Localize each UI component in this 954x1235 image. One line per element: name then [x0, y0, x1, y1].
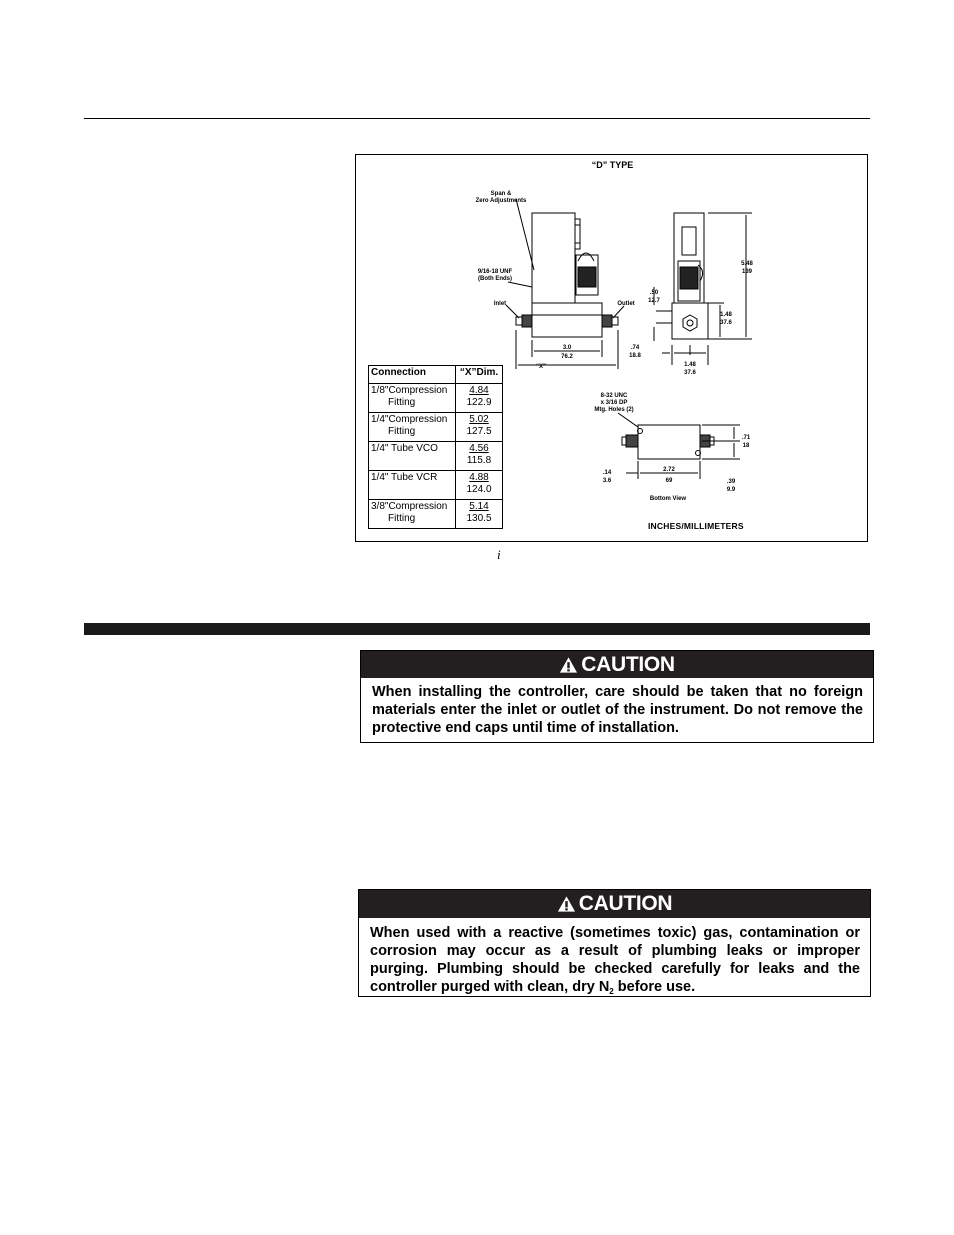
xdim-inches: 5.02 [469, 414, 489, 425]
front-body [532, 303, 602, 337]
connection-name-2: Fitting [388, 513, 416, 524]
caution-text-main: When used with a reactive (sometimes toxic) gas, contamination or corrosion may occur as a result of plumbing leaks or improper purging. Plumbing should be checked carefully for leaks and the controller purged with clean, dry N [370, 925, 860, 995]
dim-body-mm: 37.6 [720, 320, 732, 326]
side-body [672, 303, 708, 339]
connection-name: 1/8"Compression [371, 385, 448, 396]
dim-edge-in: .14 [602, 470, 612, 476]
xdim-mm: 122.9 [466, 397, 492, 408]
section-bar [84, 623, 870, 635]
dim-w2-in: .39 [726, 479, 736, 485]
xdim-inches: 4.84 [469, 385, 489, 396]
dim-pipe-mm: 12.7 [648, 298, 660, 304]
x-dim-label: “X” [535, 364, 547, 370]
dim-w1-in: .71 [741, 435, 751, 441]
figure-caption: i [497, 547, 501, 562]
dim-w2-mm: 9.9 [726, 487, 736, 493]
bottom-body [638, 425, 700, 459]
dim-offset-in: .74 [630, 345, 640, 351]
dim-length-in: 3.0 [562, 345, 572, 351]
xdim-inches: 5.14 [469, 501, 489, 512]
table-row [369, 500, 503, 529]
caution-header [361, 651, 873, 678]
bottom-view-label: Bottom View [649, 496, 687, 502]
connection-name-2: Fitting [388, 426, 416, 437]
dim-w1-mm: 18 [742, 443, 750, 449]
mtg-holes-3: Mtg. Holes (2) [594, 407, 634, 413]
dim-height-mm: 139 [741, 269, 753, 275]
dim-pipe-in: .50 [649, 290, 659, 296]
xdim-inches: 4.88 [469, 472, 489, 483]
inlet-label: Inlet [493, 301, 507, 307]
dim-body-in: 1.48 [720, 312, 732, 318]
caution-title: CAUTION [581, 652, 675, 676]
dim-spacing-mm: 69 [665, 478, 673, 484]
caution-subscript: 2 [609, 987, 614, 996]
xdim-mm: 124.0 [466, 484, 492, 495]
mtg-holes-2: x 3/16 DP [600, 400, 628, 406]
warning-icon [559, 656, 578, 674]
caution-header [359, 890, 870, 918]
connection-name: 1/4" Tube VCR [371, 472, 438, 483]
caution-text [359, 918, 870, 1001]
caution-text: When installing the controller, care should be taken that no foreign materials enter the inlet or outlet of the instrument. Do not remove the protective end caps until time of installation. [372, 684, 863, 736]
table-row [369, 442, 503, 471]
xdim-mm: 130.5 [466, 513, 492, 524]
dim-offset-mm: 18.8 [629, 353, 641, 359]
connection-table [368, 365, 503, 529]
top-rule [84, 118, 870, 119]
table-row [369, 471, 503, 500]
dim-width-mm: 37.6 [684, 370, 696, 376]
xdim-inches: 4.56 [469, 443, 489, 454]
xdim-mm: 127.5 [466, 426, 492, 437]
connection-name: 1/4"Compression [371, 414, 448, 425]
connection-name-2: Fitting [388, 397, 416, 408]
front-housing [532, 213, 575, 303]
warning-icon [557, 895, 576, 913]
caution-box-1 [360, 650, 874, 743]
table-header-xdim: “X”Dim. [456, 366, 503, 384]
caution-box-2 [358, 889, 871, 997]
thread-label-2: (Both Ends) [478, 276, 512, 282]
table-header-connection: Connection [369, 366, 456, 384]
units-label: INCHES/MILLIMETERS [648, 521, 744, 531]
dim-width-in: 1.48 [684, 362, 696, 368]
dim-edge-mm: 3.6 [602, 478, 612, 484]
table-row [369, 384, 503, 413]
dim-spacing-in: 2.72 [663, 467, 675, 473]
dim-height-in: 5.48 [741, 261, 753, 267]
dim-length-mm: 76.2 [561, 354, 573, 360]
mtg-holes-1: 8-32 UNC [600, 393, 628, 399]
outlet-label: Outlet [617, 301, 635, 307]
span-zero-label-2: Zero Adjustments [475, 198, 527, 204]
connection-name: 3/8"Compression [371, 501, 448, 512]
caution-text-end: before use. [613, 979, 696, 995]
xdim-mm: 115.8 [466, 455, 492, 466]
connection-name: 1/4" Tube VCO [371, 443, 438, 454]
table-row [369, 413, 503, 442]
thread-label-1: 9/16-18 UNF [477, 269, 513, 275]
figure-title: “D” TYPE [591, 160, 634, 170]
caution-title: CAUTION [578, 892, 673, 915]
span-zero-label-1: Span & [490, 191, 512, 197]
